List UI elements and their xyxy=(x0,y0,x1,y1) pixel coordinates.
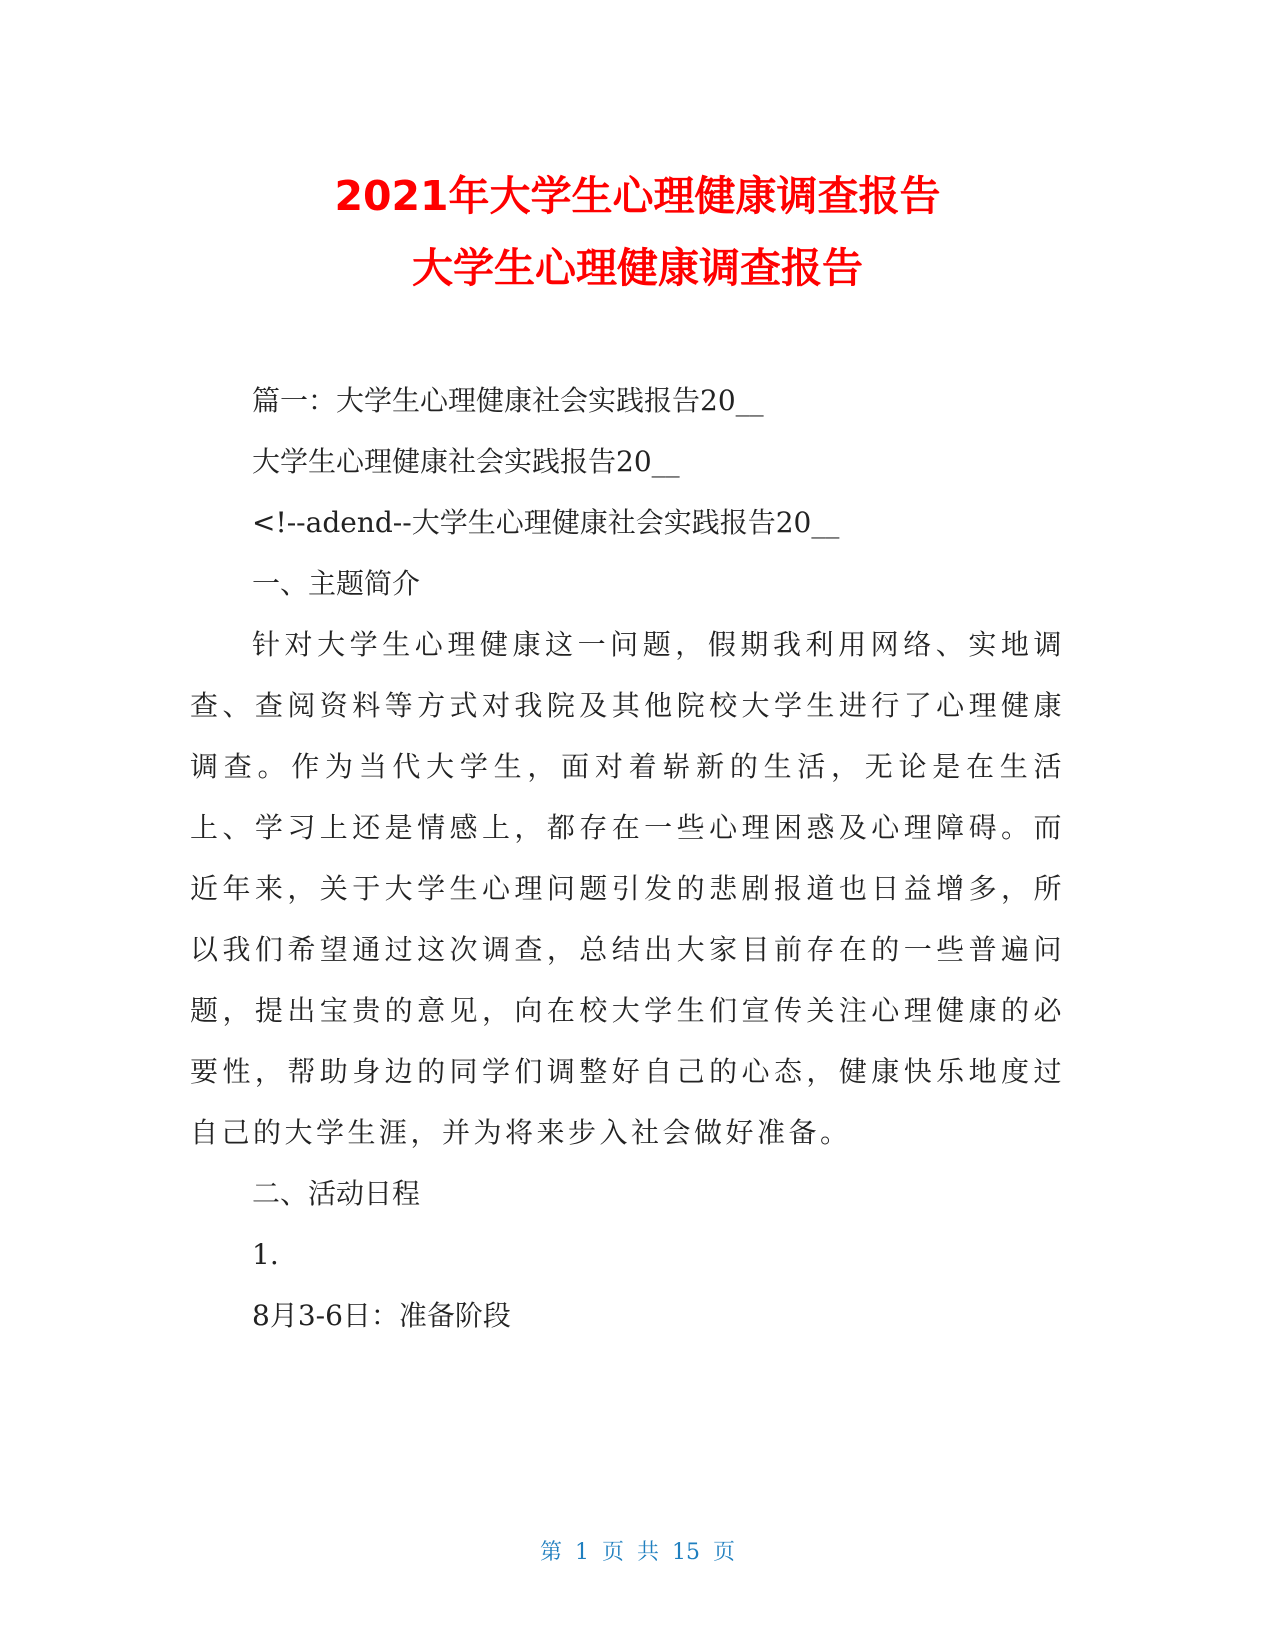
paragraph-section-heading: 篇一：大学生心理健康社会实践报告20__ xyxy=(252,384,764,417)
paragraph-intro-body: 针对大学生心理健康这一问题，假期我利用网络、实地调查、查阅资料等方式对我院及其他院校大学生进行了心理健康调查。作为当代大学生，面对着崭新的生活，无论是在生活上、学习上还是情感上，都存在一些心理困惑及心理障碍。而近年来，关于大学生心理问题引发的悲剧报道也日益增多，所以我们希望通过这次调查，总结出大家目前存在的一些普遍问题，提出宝贵的意见，向在校大学生们宣传关注心理健康的必要性，帮助身边的同学们调整好自己的心态，健康快乐地度过自己的大学生涯，并为将来步入社会做好准备。 xyxy=(190,628,1065,1149)
heading-activity-schedule: 二、活动日程 xyxy=(252,1177,421,1210)
main-title: 2021年大学生心理健康调查报告 xyxy=(334,172,941,220)
page-footer: 第 1 页 共 15 页 xyxy=(540,1540,735,1565)
list-number: 1. xyxy=(252,1238,279,1271)
paragraph-report-title: 大学生心理健康社会实践报告20__ xyxy=(252,445,680,478)
heading-topic-intro: 一、主题简介 xyxy=(252,567,421,600)
sub-title: 大学生心理健康调查报告 xyxy=(412,244,863,292)
schedule-item: 8月3-6日：准备阶段 xyxy=(252,1299,511,1332)
paragraph-adend: <!--adend--大学生心理健康社会实践报告20__ xyxy=(252,506,840,539)
document-body xyxy=(190,370,1065,1346)
title-block xyxy=(0,160,1275,304)
